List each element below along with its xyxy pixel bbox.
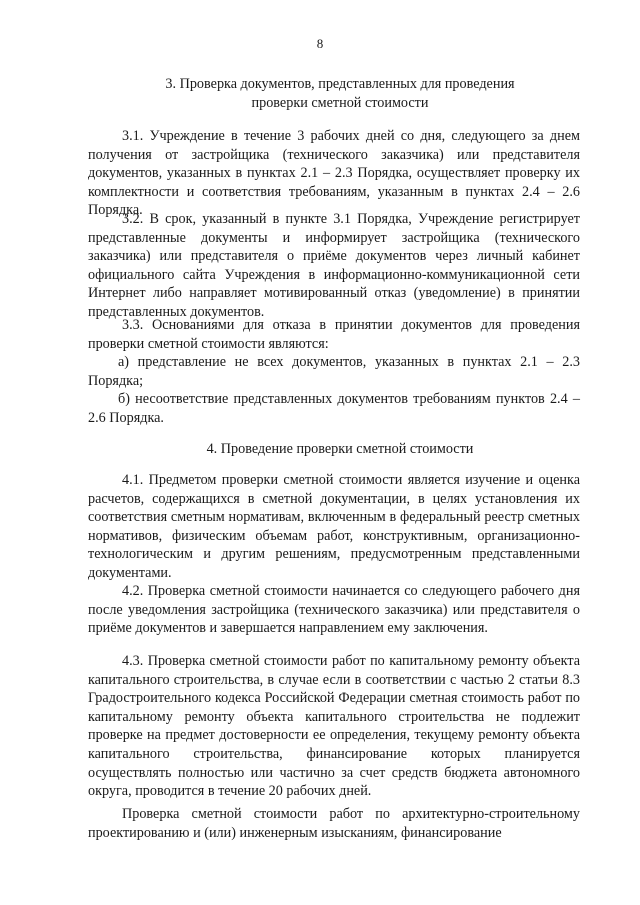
section-4-heading: 4. Проведение проверки сметной стоимости: [206, 441, 474, 457]
paragraph-3-2: 3.2. В срок, указанный в пункте 3.1 Порядка, Учреждение регистрирует представленные документы и информирует застройщика (технического заказчика) или представителя о приёме документов через личный кабинет официального сайта Учреждения в информационно-коммуникационной сети Интернет либо направляет мотивированный отказ (уведомление) в принятии представленных документов.: [88, 211, 580, 320]
paragraph-3-1: 3.1. Учреждение в течение 3 рабочих дней со дня, следующего за днем получения от застройщика (технического заказчика) или представителя документов, указанных в пунктах 2.1 – 2.3 Порядка, осуществляет проверку их комплектности и соответствия требованиям, указанным в пунктах 2.4 – 2.6 Порядка.: [88, 128, 580, 219]
section-3-heading-line-1: 3. Проверка документов, представленных для проведения: [165, 76, 515, 92]
paragraph-4-2: 4.2. Проверка сметной стоимости начинается со следующего рабочего дня после уведомления застройщика (технического заказчика) или представителя о приёме документов и завершается направлением ему заключения.: [88, 583, 580, 637]
paragraph-3-3-b: б) несоответствие представленных документов требованиям пунктов 2.4 – 2.6 Порядка.: [88, 391, 580, 426]
paragraph-4-3-continued: Проверка сметной стоимости работ по архитектурно-строительному проектированию и (или) инженерным изысканиям, финансирование: [88, 806, 580, 841]
paragraph-4-1: 4.1. Предметом проверки сметной стоимости является изучение и оценка расчетов, содержащихся в сметной документации, в целях установления их соответствия сметным нормативам, включенным в федеральный реестр сметных нормативов, физическим объемам работ, конструктивным, организационно-технологическим и другим решениям, предусмотренным представленными документами.: [88, 472, 580, 581]
section-3-heading: [80, 75, 600, 113]
page-number: 8: [316, 36, 324, 51]
paragraph-3-3: 3.3. Основаниями для отказа в принятии документов для проведения проверки сметной стоимости являются:: [88, 317, 580, 352]
paragraph-3-3-a: а) представление не всех документов, указанных в пунктах 2.1 – 2.3 Порядка;: [88, 354, 580, 389]
section-3-heading-line-2: проверки сметной стоимости: [251, 95, 429, 111]
paragraph-4-3: 4.3. Проверка сметной стоимости работ по капитальному ремонту объекта капитального строительства, в случае если в соответствии с частью 2 статьи 8.3 Градостроительного кодекса Российской Федерации сметная стоимость работ по капитальному ремонту объекта капитального строительства не подлежит проверке на предмет достоверности ее определения, текущему ремонту объекта капитального строительства, финансирование которых планируется осуществлять полностью или частично за счет средств бюджета автономного округа, проводится в течение 20 рабочих дней.: [88, 653, 580, 800]
